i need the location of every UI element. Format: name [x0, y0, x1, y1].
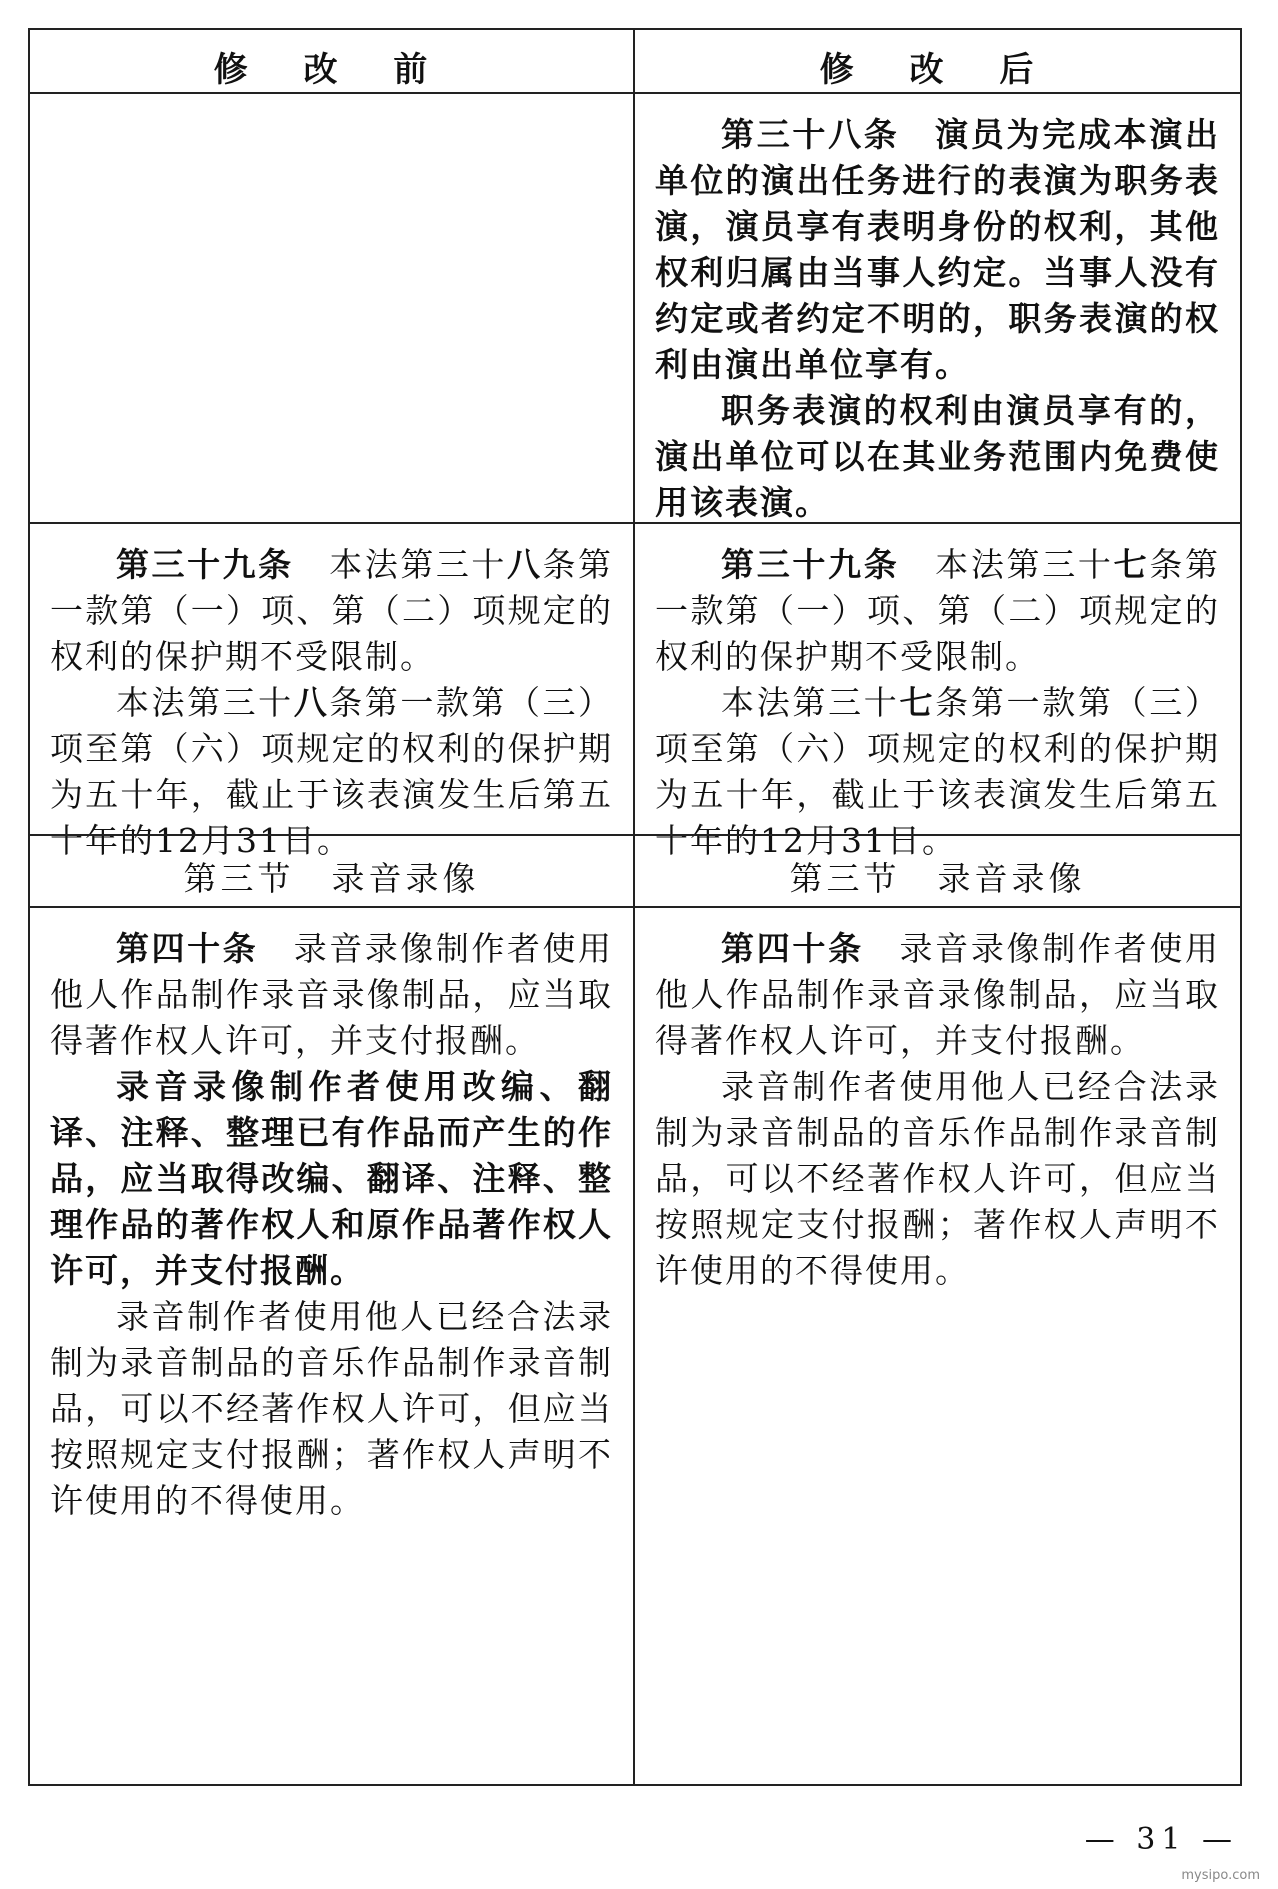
article-40-after-para-2: 录音制作者使用他人已经合法录制为录音制品的音乐作品制作录音制品，可以不经著作权人许可，但应当按照规定支付报酬；著作权人声明不许使用的不得使用。: [655, 1067, 1220, 1290]
header-after: 修 改 后: [819, 50, 1056, 90]
article-39-after: [635, 524, 1240, 860]
article-39-before-heading: 第三十九条: [116, 545, 294, 584]
article-40-before-para-1: 第四十条 录音录像制作者使用他人作品制作录音录像制品，应当取得著作权人许可，并支付报酬。: [50, 929, 614, 1060]
row-article-38: [30, 92, 1240, 522]
article-number-highlight: 八: [506, 545, 543, 584]
article-39-after-heading: 第三十九条: [721, 545, 900, 584]
article-40-after-heading: 第四十条: [721, 929, 864, 968]
article-40-before: [30, 908, 635, 1784]
article-40-before-para-2: 录音录像制作者使用改编、翻译、注释、整理已有作品而产生的作品，应当取得改编、翻译、注释、整理作品的著作权人和原作品著作权人许可，并支付报酬。: [50, 1067, 613, 1290]
row-article-40: [30, 906, 1240, 1784]
section-title-after: 第三节 录音录像: [789, 859, 1086, 898]
article-39-before-para-2: 本法第三十八条第一款第（三）项至第（六）项规定的权利的保护期为五十年，截止于该表演发生后第五十年的12月31日。: [50, 683, 614, 860]
article-38-heading: 第三十八条: [721, 115, 900, 154]
article-40-after-para-1: 第四十条 录音录像制作者使用他人作品制作录音录像制品，应当取得著作权人许可，并支付报酬。: [655, 929, 1221, 1060]
row-section-3: [30, 834, 1240, 906]
watermark: mysipo.com: [1181, 1868, 1260, 1883]
article-38-para-2: 职务表演的权利由演员享有的，演出单位可以在其业务范围内免费使用该表演。: [655, 391, 1220, 522]
article-40-after: [635, 908, 1240, 1784]
article-39-before: [30, 524, 635, 860]
header-before: 修 改 前: [30, 30, 635, 92]
article-number-highlight: 八: [293, 683, 330, 722]
section-title-before: 第三节 录音录像: [30, 836, 635, 906]
article-39-before-para-1: 第三十九条 本法第三十八条第一款第（一）项、第（二）项规定的权利的保护期不受限制。: [50, 545, 614, 676]
article-number-highlight: 七: [1113, 545, 1150, 584]
article-number-highlight: 七: [899, 683, 936, 722]
article-38-after: [635, 94, 1240, 522]
article-39-after-para-1: 第三十九条 本法第三十七条第一款第（一）项、第（二）项规定的权利的保护期不受限制。: [655, 545, 1221, 676]
table-header-row: [30, 30, 1240, 92]
comparison-table: [28, 28, 1242, 1786]
article-40-before-heading: 第四十条: [116, 929, 259, 968]
article-38-para-1: 第三十八条 演员为完成本演出单位的演出任务进行的表演为职务表演，演员享有表明身份的权利，其他权利归属由当事人约定。当事人没有约定或者约定不明的，职务表演的权利由演出单位享有。: [655, 115, 1221, 384]
article-40-before-para-3: 录音制作者使用他人已经合法录制为录音制品的音乐作品制作录音制品，可以不经著作权人许可，但应当按照规定支付报酬；著作权人声明不许使用的不得使用。: [50, 1297, 613, 1520]
row-article-39: [30, 522, 1240, 860]
article-39-after-para-2: 本法第三十七条第一款第（三）项至第（六）项规定的权利的保护期为五十年，截止于该表演发生后第五十年的12月31日。: [655, 683, 1221, 860]
article-38-before: [30, 94, 635, 522]
page-number: — 31 —: [1084, 1822, 1238, 1857]
